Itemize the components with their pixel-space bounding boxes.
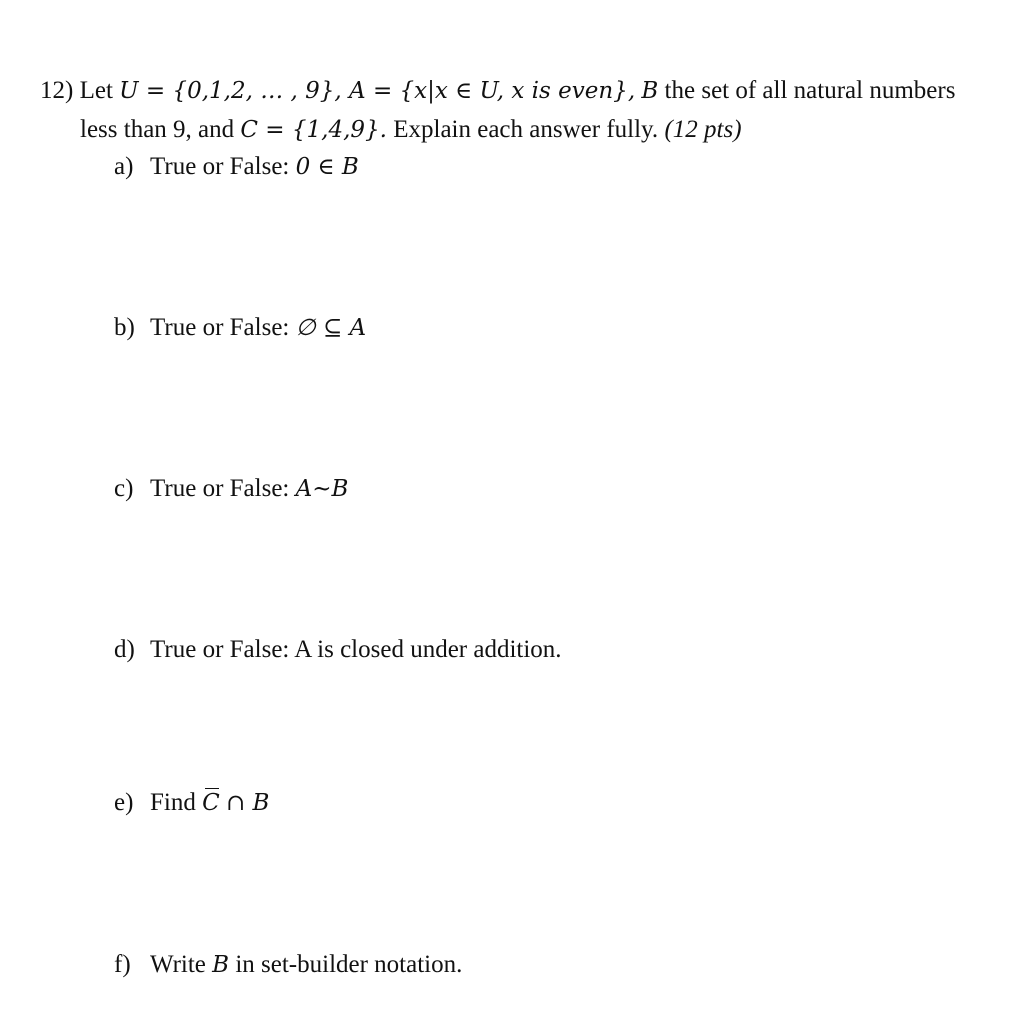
part-a	[114, 152, 359, 182]
problem-line-2	[80, 115, 742, 145]
part-f-text: Write	[150, 951, 206, 978]
problem-let: Let	[79, 77, 113, 104]
part-e	[114, 788, 269, 818]
part-b-text: True or False:	[150, 314, 290, 341]
part-f-label: f)	[114, 951, 131, 978]
part-c-math: A~B	[295, 476, 349, 502]
part-c-label: c)	[114, 475, 134, 502]
part-e-text: Find	[150, 789, 196, 816]
part-f-text-cont: in set-builder notation.	[235, 951, 463, 978]
points-value: (12 pts)	[664, 116, 742, 143]
part-c	[114, 474, 348, 504]
part-e-label: e)	[114, 789, 134, 816]
part-b-math: ∅ ⊆ A	[295, 315, 367, 341]
set-b-description-cont: less than 9, and	[80, 116, 235, 143]
problem-line-1	[40, 76, 955, 106]
set-b-description: the set of all natural numbers	[664, 77, 956, 104]
part-b	[114, 313, 366, 343]
set-b-symbol: B	[641, 78, 659, 104]
part-a-label: a)	[114, 153, 134, 180]
part-d-label: d)	[114, 636, 135, 663]
part-b-label: b)	[114, 314, 135, 341]
set-definitions-u-a: U = {0,1,2, … , 9}, A = {x|x ∈ U, x is even},	[119, 78, 636, 104]
set-c-definition: C = {1,4,9}.	[240, 117, 387, 143]
instructions: Explain each answer fully.	[393, 116, 659, 143]
part-d	[114, 635, 562, 665]
part-e-c-complement: C	[202, 790, 220, 816]
part-d-text: True or False: A is closed under addition.	[150, 636, 562, 663]
part-f	[114, 950, 462, 980]
part-a-math: 0 ∈ B	[295, 154, 359, 180]
part-f-math: B	[212, 952, 230, 978]
part-a-text: True or False:	[150, 153, 290, 180]
problem-number: 12)	[40, 77, 74, 104]
part-c-text: True or False:	[150, 475, 290, 502]
part-e-math: ∩ B	[225, 790, 270, 816]
